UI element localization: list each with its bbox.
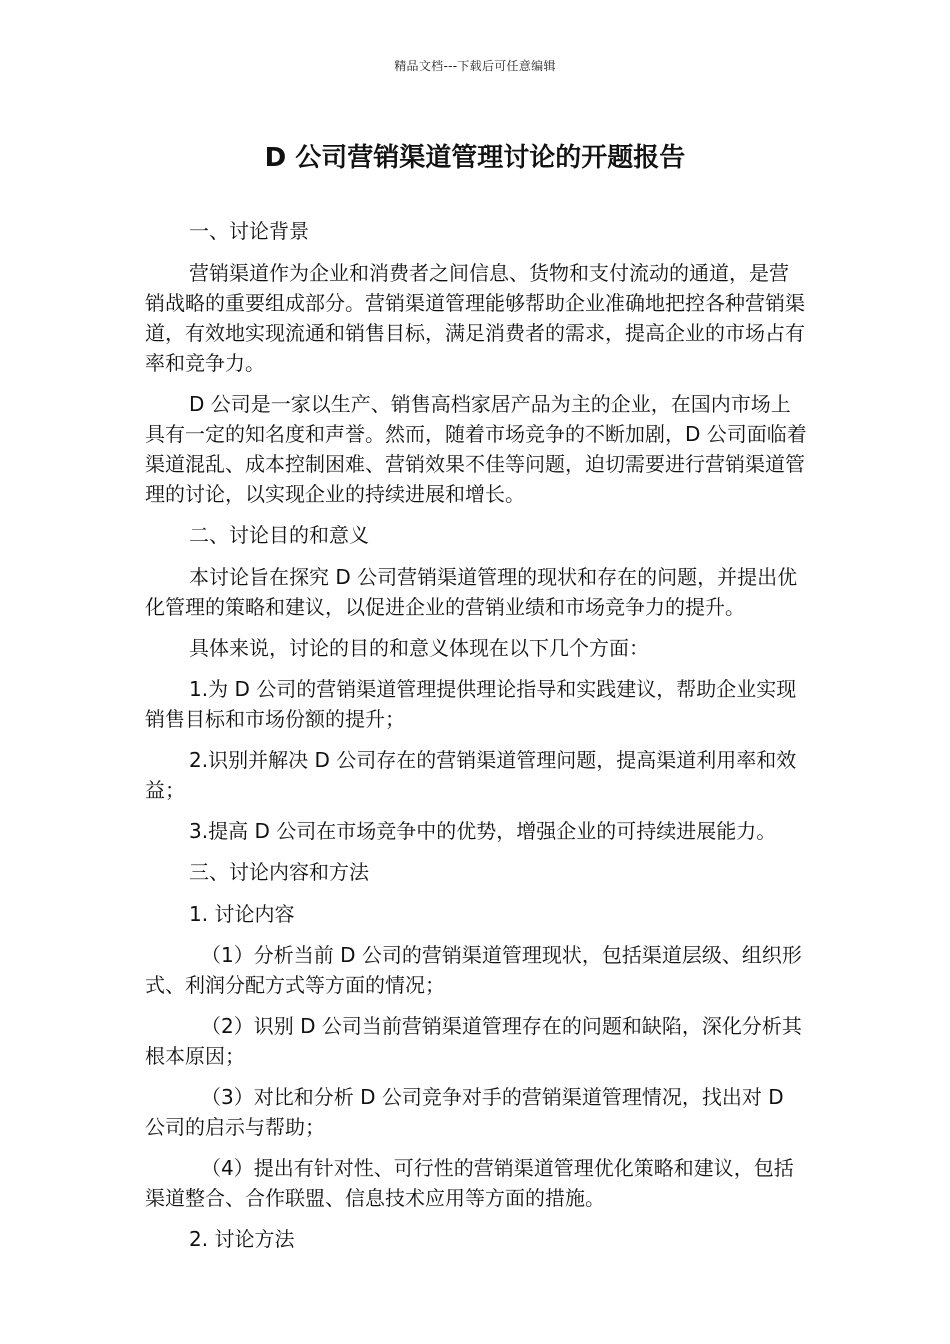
list-item-content-4: （4）提出有针对性、可行性的营销渠道管理优化策略和建议，包括渠道整合、合作联盟、信息技术应用等方面的措施。 [145,1156,794,1210]
list-item-purpose-2: 2.识别并解决 D 公司存在的营销渠道管理问题，提高渠道利用率和效益； [145,748,797,802]
paragraph-company-intro: D 公司是一家以生产、销售高档家居产品为主的企业，在国内市场上具有一定的知名度和声誉。然而，随着市场竞争的不断加剧，D 公司面临着渠道混乱、成本控制困难、营销效果不佳等问题，迫切需要进行营销渠道管理的讨论，以实现企业的持续进展和增长。 [145,392,807,506]
document-title: D 公司营销渠道管理讨论的开题报告 [264,143,686,173]
paragraph-purpose-intro: 具体来说，讨论的目的和意义体现在以下几个方面： [189,636,649,660]
subheading-method: 2. 讨论方法 [189,1227,295,1251]
section-heading-background: 一、讨论背景 [189,219,309,243]
list-item-purpose-3: 3.提高 D 公司在市场竞争中的优势，增强企业的可持续进展能力。 [189,819,777,843]
list-item-purpose-1: 1.为 D 公司的营销渠道管理提供理论指导和实践建议，帮助企业实现销售目标和市场份额的提升； [145,677,797,731]
section-heading-purpose: 二、讨论目的和意义 [189,523,369,547]
list-item-content-1: （1）分析当前 D 公司的营销渠道管理现状，包括渠道层级、组织形式、利润分配方式等方面的情况； [145,943,802,997]
list-item-content-2: （2）识别 D 公司当前营销渠道管理存在的问题和缺陷，深化分析其根本原因； [145,1014,802,1068]
subheading-content: 1. 讨论内容 [189,902,295,926]
paragraph-purpose: 本讨论旨在探究 D 公司营销渠道管理的现状和存在的问题，并提出优化管理的策略和建议，以促进企业的营销业绩和市场竞争力的提升。 [145,565,798,619]
list-item-content-3: （3）对比和分析 D 公司竞争对手的营销渠道管理情况，找出对 D 公司的启示与帮助； [145,1085,784,1139]
document-body [145,216,807,1265]
header-note: 精品文档---下载后可任意编辑 [394,59,556,73]
section-heading-content-method: 三、讨论内容和方法 [189,860,369,884]
paragraph-channel-definition: 营销渠道作为企业和消费者之间信息、货物和支付流动的通道，是营销战略的重要组成部分。营销渠道管理能够帮助企业准确地把控各种营销渠道，有效地实现流通和销售目标，满足消费者的需求，提高企业的市场占有率和竞争力。 [145,261,805,375]
